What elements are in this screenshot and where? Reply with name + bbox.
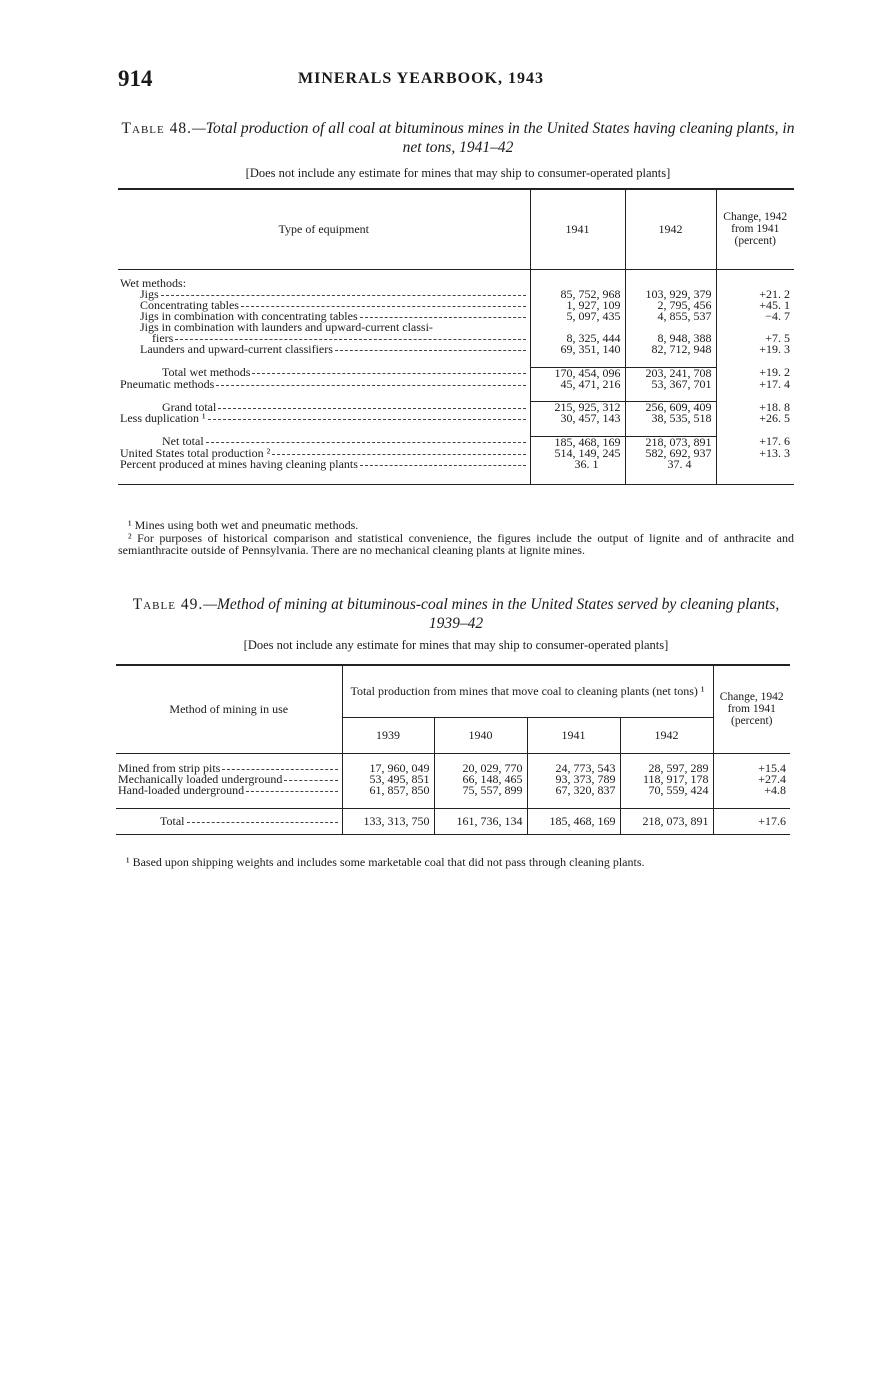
- row-label: Percent produced at mines having cleaning plants: [120, 456, 358, 471]
- table49-col-method: Method of mining in use: [116, 665, 342, 753]
- cell-change: +21. 2: [716, 289, 794, 300]
- cell-change: +19. 3: [716, 344, 794, 355]
- table48-caption: [118, 119, 798, 157]
- cell-1942: 118, 917, 178: [620, 774, 713, 785]
- cell-change: +4.8: [713, 785, 790, 796]
- cell-1942: 218, 073, 891: [625, 436, 716, 448]
- cell-change: [716, 459, 794, 485]
- cell-1939: 61, 857, 850: [342, 785, 434, 796]
- cell-1941: 93, 373, 789: [527, 774, 620, 785]
- cell-change: +13. 3: [716, 448, 794, 459]
- table49-col-1939: 1939: [342, 717, 434, 753]
- cell-1942: 8, 948, 388: [625, 333, 716, 344]
- page-number: 914: [118, 66, 153, 91]
- table-row: [118, 379, 794, 390]
- cell-1941: 514, 149, 245: [530, 448, 625, 459]
- table48-col-1942: 1942: [625, 189, 716, 269]
- cell-1942: 582, 692, 937: [625, 448, 716, 459]
- cell-change: +26. 5: [716, 413, 794, 424]
- row-label: Concentrating tables: [140, 298, 239, 312]
- cell-1942: 38, 535, 518: [625, 413, 716, 424]
- cell-change: +7. 5: [716, 333, 794, 344]
- table48-header-row: [118, 189, 794, 269]
- cell-1941: 1, 927, 109: [530, 300, 625, 311]
- table48-footnote-2: ² For purposes of historical comparison and statistical convenience, the figures include the output of lignite and of anthracite and semianthracite outside of Pennsylvania. There are no mechanical cleaning plants at lignite mines.: [118, 531, 794, 557]
- row-label: Hand-loaded underground: [118, 783, 245, 797]
- table-row: [118, 459, 794, 485]
- cell-change: +18. 8: [716, 402, 794, 414]
- row-label: Total wet methods: [162, 365, 251, 379]
- cell-change: +17. 6: [716, 436, 794, 448]
- table-row: [118, 344, 794, 355]
- cell-change: −4. 7: [716, 311, 794, 322]
- table49-header-row-1: [116, 665, 790, 717]
- table49-col-1940: 1940: [434, 717, 527, 753]
- table49-col-1942: 1942: [620, 717, 713, 753]
- table-row: [118, 269, 794, 289]
- running-title: MINERALS YEARBOOK, 1943: [298, 70, 544, 87]
- cell-1941: 24, 773, 543: [527, 763, 620, 774]
- cell-1942: 103, 929, 379: [625, 289, 716, 300]
- row-label: Launders and upward-current classifiers: [140, 342, 333, 356]
- cell-1942: 70, 559, 424: [620, 785, 713, 796]
- row-label: Net total: [162, 434, 204, 448]
- row-label: Total: [160, 813, 185, 828]
- row-label: Wet methods:: [120, 276, 187, 290]
- cell-1942: 256, 609, 409: [625, 402, 716, 414]
- cell-change: +17.6: [713, 808, 790, 834]
- table-row: [116, 808, 790, 834]
- cell-1940: 161, 736, 134: [434, 808, 527, 834]
- table49-col-change: Change, 1942 from 1941 (percent): [713, 665, 790, 753]
- table49-label: Table 49.: [132, 596, 204, 613]
- cell-change: +15.4: [713, 763, 790, 774]
- table49-col-1941: 1941: [527, 717, 620, 753]
- cell-1942: 2, 795, 456: [625, 300, 716, 311]
- table49-headnote: [Does not include any estimate for mines that may ship to consumer-operated plants]: [243, 638, 669, 652]
- cell-change: +17. 4: [716, 379, 794, 390]
- table48: [118, 188, 794, 485]
- table49-caption: [116, 595, 796, 633]
- table48-headnote: [Does not include any estimate for mines that may ship to consumer-operated plants]: [245, 166, 671, 180]
- cell-1941: 8, 325, 444: [530, 333, 625, 344]
- table49-footnote: ¹ Based upon shipping weights and includes some marketable coal that did not pass through cleaning plants.: [126, 855, 645, 869]
- table-row: [116, 785, 790, 796]
- cell-1942: 4, 855, 537: [625, 311, 716, 322]
- cell-1942: 82, 712, 948: [625, 344, 716, 355]
- table49-col-group: Total production from mines that move coal to cleaning plants (net tons) ¹: [342, 665, 713, 717]
- cell-1941: 30, 457, 143: [530, 413, 625, 424]
- cell-change: +19. 2: [716, 367, 794, 379]
- cell-1942: 53, 367, 701: [625, 379, 716, 390]
- table48-footnote-1: ¹ Mines using both wet and pneumatic methods.: [128, 518, 359, 532]
- cell-change: +45. 1: [716, 300, 794, 311]
- row-label: Grand total: [162, 399, 217, 414]
- row-label: Jigs: [140, 287, 159, 301]
- table48-title: —Total production of all coal at bituminous mines in the United States having cleaning plants, in net tons, 1941–42: [191, 120, 795, 156]
- cell-1941: 69, 351, 140: [530, 344, 625, 355]
- cell-change: +27.4: [713, 774, 790, 785]
- cell-1939: 17, 960, 049: [342, 763, 434, 774]
- cell-1941: 45, 471, 216: [530, 379, 625, 390]
- table49: [116, 664, 790, 835]
- row-label: Mechanically loaded underground: [118, 772, 283, 786]
- table49-title: —Method of mining at bituminous-coal mines in the United States served by cleaning plants, 1939–42: [203, 596, 780, 632]
- row-label: Jigs in combination with concentrating tables: [140, 309, 358, 323]
- row-label: Mined from strip pits: [118, 761, 221, 775]
- cell-1941: 215, 925, 312: [530, 402, 625, 414]
- cell-1942: 37. 4: [625, 459, 716, 485]
- cell-1941: 5, 097, 435: [530, 311, 625, 322]
- table-row: [118, 413, 794, 424]
- cell-1940: 75, 557, 899: [434, 785, 527, 796]
- row-label: Less duplication ¹: [120, 411, 206, 425]
- cell-1940: 66, 148, 465: [434, 774, 527, 785]
- table48-label: Table 48.: [121, 120, 192, 137]
- cell-1941: 36. 1: [530, 459, 625, 485]
- row-label: fiers: [152, 331, 174, 345]
- running-head: [118, 66, 798, 94]
- cell-1940: 20, 029, 770: [434, 763, 527, 774]
- cell-1941: 185, 468, 169: [527, 808, 620, 834]
- row-label: United States total production ²: [120, 445, 271, 460]
- row-label: Pneumatic methods: [120, 376, 215, 391]
- cell-1939: 133, 313, 750: [342, 808, 434, 834]
- cell-1941: 185, 468, 169: [530, 436, 625, 448]
- cell-1941: 67, 320, 837: [527, 785, 620, 796]
- table48-col-change: Change, 1942 from 1941 (percent): [716, 189, 794, 269]
- cell-1942: 203, 241, 708: [625, 367, 716, 379]
- cell-1939: 53, 495, 851: [342, 774, 434, 785]
- row-label: Jigs in combination with launders and upward-current classi-: [140, 320, 433, 334]
- cell-1941: 85, 752, 968: [530, 289, 625, 300]
- cell-1942: 28, 597, 289: [620, 763, 713, 774]
- table48-col-type: Type of equipment: [278, 221, 369, 236]
- cell-1942: 218, 073, 891: [620, 808, 713, 834]
- cell-1941: 170, 454, 096: [530, 367, 625, 379]
- table48-col-1941: 1941: [530, 189, 625, 269]
